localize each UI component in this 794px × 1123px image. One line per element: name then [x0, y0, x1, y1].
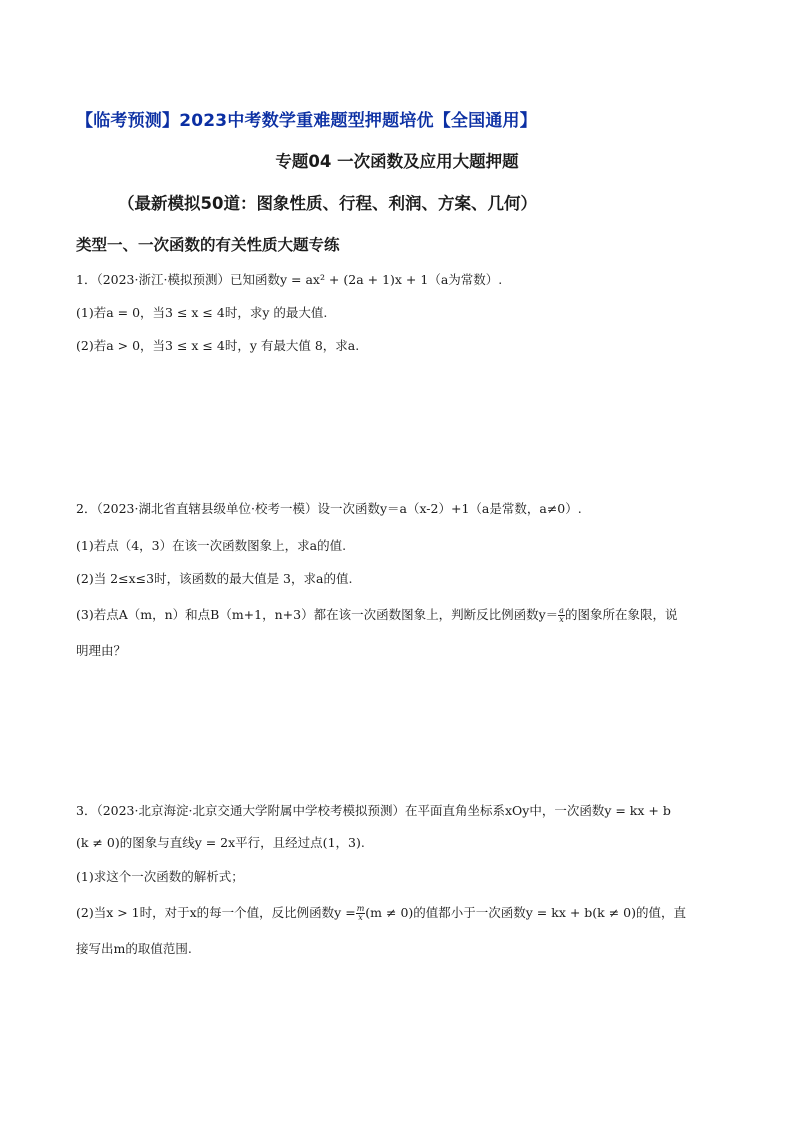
problem-3-part-2-text: (2)当x > 1时，对于x的每一个值，反比例函数y = — [76, 905, 356, 920]
problem-2-part-1: (1)若点（4，3）在该一次函数图象上，求a的值. — [76, 538, 347, 553]
problem-2-part-2: (2)当 2≤x≤3时，该函数的最大值是 3，求a的值. — [76, 571, 353, 586]
problem-3-fraction — [356, 905, 366, 922]
problem-1-part-1: (1)若a = 0，当3 ≤ x ≤ 4时，求y 的最大值. — [76, 305, 328, 320]
fraction-numerator: a — [559, 606, 564, 615]
fraction-denominator: x — [358, 913, 363, 922]
problem-3-stem: 3．（2023·北京海淀·北京交通大学附属中学校考模拟预测）在平面直角坐标系xOy中，一次函数y = kx + b — [76, 803, 671, 818]
problem-2-stem: 2．（2023·湖北省直辖县级单位·校考一模）设一次函数y＝a（x-2）+1（a是常数，a≠0）. — [76, 501, 582, 516]
header-banner: 【临考预测】2023中考数学重难题型押题培优【全国通用】 — [76, 111, 537, 131]
problem-1-stem: 1．（2023·浙江·模拟预测）已知函数y = ax² + (2a + 1)x + 1（a为常数）. — [76, 272, 503, 287]
problem-2-part-3-text: (3)若点A（m，n）和点B（m+1，n+3）都在该一次函数图象上，判断反比例函数y＝ — [76, 607, 559, 622]
fraction-numerator: m — [356, 904, 365, 913]
page-subtitle: （最新模拟50道：图象性质、行程、利润、方案、几何） — [118, 194, 537, 213]
problem-2-part-3-cont: 明理由？ — [76, 643, 127, 658]
problem-3-part-2-tail: (m ≠ 0)的值都小于一次函数y = kx + b(k ≠ 0)的值，直 — [365, 905, 687, 920]
fraction-denominator: x — [559, 615, 564, 624]
problem-3-part-2 — [76, 904, 686, 922]
problem-3-part-2-cont: 接写出m的取值范围. — [76, 941, 192, 956]
problem-3-part-1: (1)求这个一次函数的解析式； — [76, 869, 244, 884]
problem-3-stem-cont: (k ≠ 0)的图象与直线y = 2x平行，且经过点(1，3). — [76, 835, 365, 850]
section-heading: 类型一、一次函数的有关性质大题专练 — [76, 236, 340, 254]
problem-2-part-3 — [76, 606, 677, 624]
page-title: 专题04 一次函数及应用大题押题 — [275, 152, 519, 171]
problem-1-part-2: (2)若a > 0，当3 ≤ x ≤ 4时，y 有最大值 8，求a. — [76, 338, 360, 353]
problem-2-fraction — [558, 607, 565, 624]
problem-2-part-3-tail: 的图象所在象限，说 — [564, 607, 678, 622]
